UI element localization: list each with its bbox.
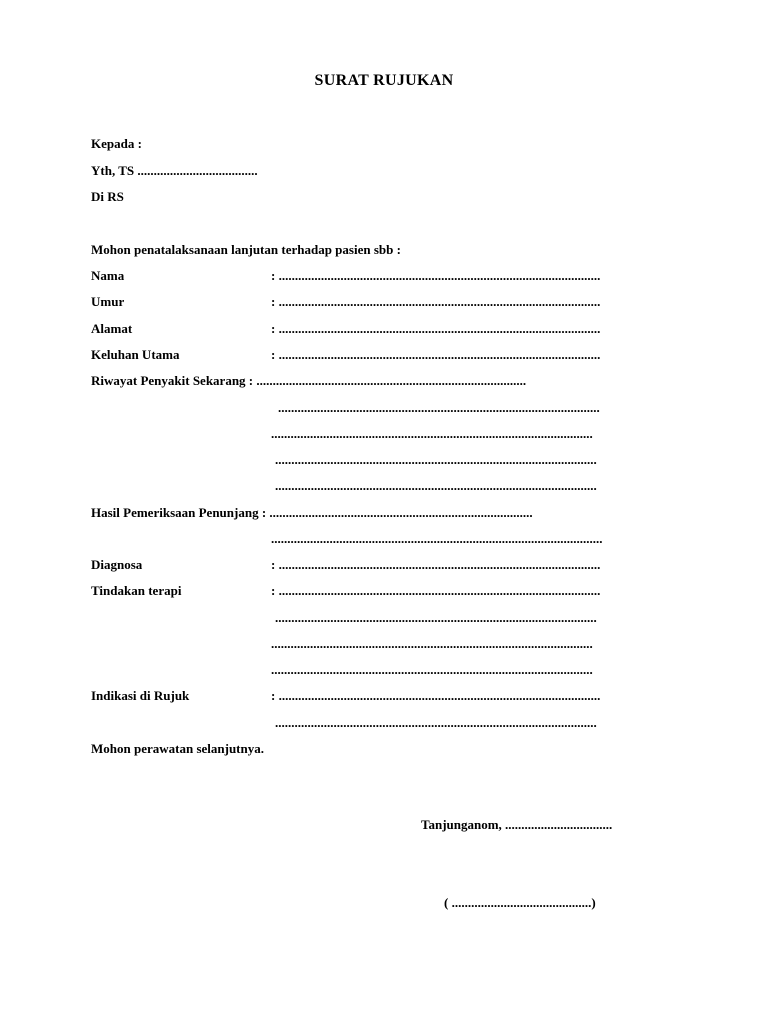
tindakan-label: Tindakan terapi (91, 583, 182, 598)
nama-label: Nama (91, 268, 125, 283)
diagnosa-label: Diagnosa (91, 557, 143, 572)
page-title: SURAT RUJUKAN (314, 72, 454, 89)
umur-label: Umur (91, 294, 125, 309)
place-date-line: Tanjunganom, ................................. (421, 817, 613, 832)
yth-line: Yth, TS ..................................... (91, 163, 258, 178)
intro-text: Mohon penatalaksanaan lanjutan terhadap pasien sbb : (91, 242, 401, 257)
di-rs-label: Di RS (91, 189, 124, 204)
hasil-cont-1: ...................................................................................................... (271, 531, 603, 546)
nama-value: : ................................................................................................... (271, 268, 601, 283)
hasil-line: Hasil Pemeriksaan Penunjang : ................................................................................. (91, 505, 533, 520)
alamat-label: Alamat (91, 321, 133, 336)
riwayat-line: Riwayat Penyakit Sekarang : ................................................................................... (91, 373, 527, 388)
alamat-value: : ................................................................................................... (271, 321, 601, 336)
diagnosa-value: : ................................................................................................... (271, 557, 601, 572)
umur-value: : ................................................................................................... (271, 294, 601, 309)
riwayat-cont-1: ................................................................................................... (278, 400, 600, 415)
signature-name-line: ( ...........................................) (444, 895, 596, 910)
riwayat-cont-2: ................................................................................................... (271, 426, 593, 441)
indikasi-label: Indikasi di Rujuk (91, 688, 190, 703)
closing-text: Mohon perawatan selanjutnya. (91, 741, 264, 756)
riwayat-cont-4: ................................................................................................... (275, 478, 597, 493)
kepada-label: Kepada : (91, 136, 142, 151)
tindakan-cont-1: ................................................................................................... (275, 610, 597, 625)
indikasi-value: : ................................................................................................... (271, 688, 601, 703)
indikasi-cont-1: ................................................................................................... (275, 715, 597, 730)
keluhan-label: Keluhan Utama (91, 347, 180, 362)
keluhan-value: : ................................................................................................... (271, 347, 601, 362)
tindakan-value: : ................................................................................................... (271, 583, 601, 598)
tindakan-cont-2: ................................................................................................... (271, 636, 593, 651)
riwayat-cont-3: ................................................................................................... (275, 452, 597, 467)
tindakan-cont-3: ................................................................................................... (271, 662, 593, 677)
